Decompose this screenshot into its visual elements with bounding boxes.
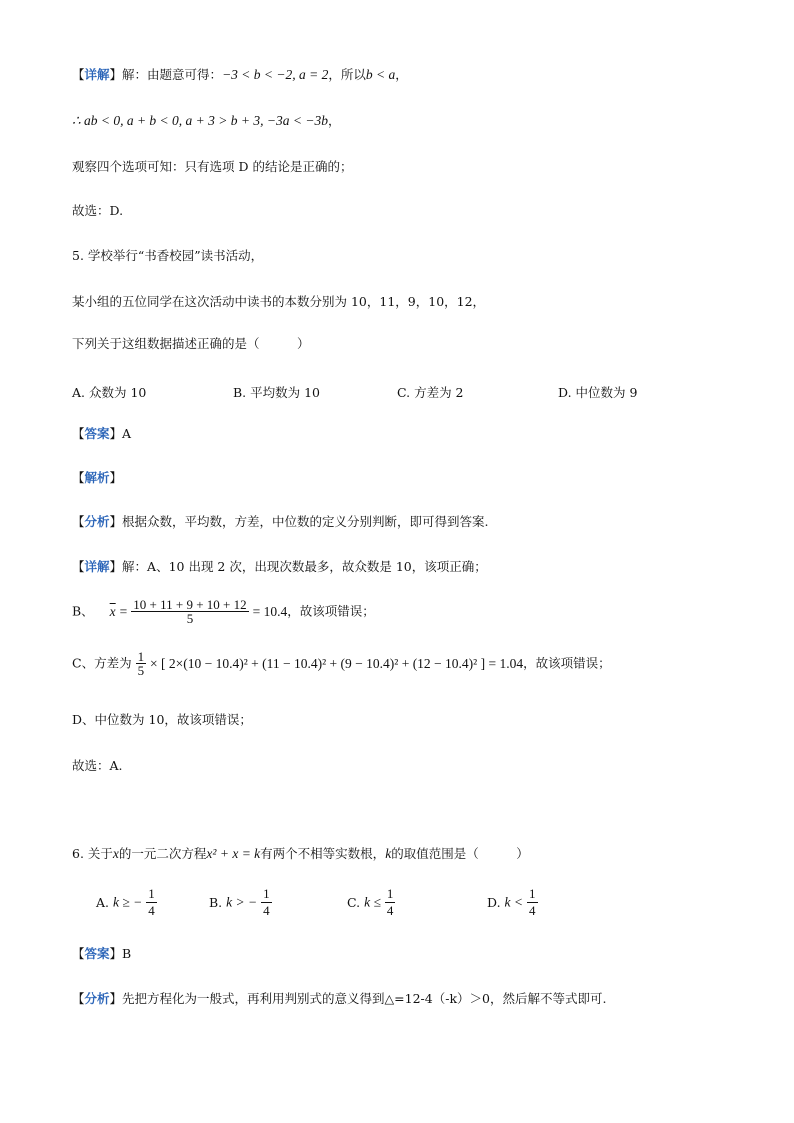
q4-choose-text: 故选：D. bbox=[72, 203, 124, 218]
q5-stem-3: 下列关于这组数据描述正确的是（ ） bbox=[72, 336, 310, 351]
q5-option-b: B. 平均数为 10 bbox=[233, 385, 321, 400]
mean-result: = 10.4 bbox=[252, 603, 288, 619]
detail-tag-2: 【详解】 bbox=[72, 559, 123, 574]
q4-therefore-math: ∴ ab < 0, a + b < 0, a + 3 > b + 3, −3a < −3b bbox=[72, 113, 328, 128]
answer-tag: 【答案】 bbox=[72, 426, 123, 441]
q4-therefore-tail: ， bbox=[327, 113, 341, 128]
q4-detail-line bbox=[72, 68, 408, 82]
q6-option-c-rel: k ≤ bbox=[364, 894, 381, 910]
q6-stem-d: 的取值范围是（ ） bbox=[391, 846, 529, 861]
analysis-tag: 【分析】 bbox=[72, 514, 123, 529]
q6-analysis-text: 先把方程化为一般式，再利用判别式的意义得到△=12-4（-k）＞0，然后解不等式即可. bbox=[122, 991, 607, 1006]
q6-stem bbox=[72, 847, 529, 861]
q5-d-line: D、中位数为 10，故该项错误； bbox=[72, 712, 252, 727]
q6-stem-a: 6. 关于 bbox=[72, 846, 113, 861]
q6-option-a-label: A. bbox=[96, 895, 110, 910]
q6-answer-tag: 【答案】 bbox=[72, 946, 123, 961]
q4-detail-text: 解：由题意可得： bbox=[122, 67, 223, 82]
q5-c-label: C、方差为 bbox=[72, 655, 132, 671]
q6-option-b-label: B. bbox=[209, 895, 223, 910]
q5-detail-a: 解：A、10 出现 2 次，出现次数最多，故众数是 10，该项正确； bbox=[122, 559, 487, 574]
q6-answer-value: B bbox=[122, 946, 132, 961]
jiexi-tag: 【解析】 bbox=[72, 470, 123, 485]
q6-c-num: 1 bbox=[386, 886, 394, 901]
q5-c-tail: ，故该项错误； bbox=[523, 655, 611, 671]
q6-option-b-rel: k > − bbox=[226, 894, 258, 910]
q5-b-line bbox=[72, 598, 375, 625]
variance-frac-den: 5 bbox=[137, 663, 145, 678]
q6-var-k: k bbox=[385, 846, 392, 861]
q5-c-line bbox=[72, 650, 611, 677]
q4-detail-text-b: ，所以 bbox=[328, 67, 366, 82]
q5-jiexi-line bbox=[72, 472, 122, 485]
q6-option-d bbox=[487, 886, 538, 919]
q6-option-d-rel: k < bbox=[504, 894, 524, 910]
q6-option-a bbox=[96, 886, 157, 919]
q5-option-c: C. 方差为 2 bbox=[397, 385, 464, 400]
q6-analysis-tag: 【分析】 bbox=[72, 991, 123, 1006]
q5-b-label: B、 bbox=[72, 603, 94, 619]
q6-c-den: 4 bbox=[386, 903, 394, 918]
q5-detail-line bbox=[72, 561, 487, 574]
mean-symbol: $\overline{x}$ bbox=[109, 603, 116, 619]
q5-stem-1: 5. 学校举行“书香校园”读书活动， bbox=[72, 248, 264, 263]
q6-d-den: 4 bbox=[529, 903, 536, 918]
mean-fraction bbox=[131, 598, 248, 625]
q6-stem-c: 有两个不相等实数根， bbox=[260, 846, 386, 861]
q6-option-a-frac bbox=[146, 886, 157, 919]
q5-option-d: D. 中位数为 9 bbox=[558, 385, 638, 400]
equals-sign: = bbox=[119, 603, 128, 619]
q6-a-num: 1 bbox=[148, 886, 155, 901]
q6-option-d-frac bbox=[527, 886, 538, 919]
q6-analysis-line bbox=[72, 993, 606, 1006]
q5-answer-line bbox=[72, 428, 131, 441]
q6-b-num: 1 bbox=[263, 886, 270, 901]
q6-option-a-rel: k ≥ − bbox=[113, 894, 143, 910]
q6-option-b-frac bbox=[261, 886, 272, 919]
q4-therefore-line bbox=[72, 114, 340, 128]
q6-stem-b: 的一元二次方程 bbox=[118, 846, 207, 861]
variance-expression: × [ 2×(10 − 10.4)² + (11 − 10.4)² + (9 − 10.4)² + (12 − 10.4)² ] = 1.04 bbox=[150, 655, 524, 671]
q6-option-c-label: C. bbox=[347, 895, 361, 910]
q4-detail-text-c: ， bbox=[395, 67, 408, 82]
q4-conclusion-math: b < a bbox=[365, 67, 396, 82]
q6-a-den: 4 bbox=[148, 903, 155, 918]
variance-frac-num: 1 bbox=[137, 649, 145, 664]
q6-option-c-frac bbox=[385, 886, 396, 919]
q6-var-x: x bbox=[112, 846, 119, 861]
q4-condition-math: −3 < b < −2, a = 2 bbox=[222, 67, 329, 82]
q6-option-c bbox=[347, 886, 395, 919]
q5-b-tail: ，故该项错误； bbox=[287, 603, 375, 619]
mean-denominator: 5 bbox=[131, 611, 248, 625]
q6-b-den: 4 bbox=[263, 903, 270, 918]
q4-observe-text: 观察四个选项可知：只有选项 D 的结论是正确的； bbox=[72, 159, 353, 174]
mean-numerator: 10 + 11 + 9 + 10 + 12 bbox=[133, 597, 247, 612]
q6-option-b bbox=[209, 886, 272, 919]
q6-option-d-label: D. bbox=[487, 895, 501, 910]
q5-analysis-line bbox=[72, 516, 489, 529]
variance-fraction bbox=[136, 650, 147, 677]
q5-stem-2: 某小组的五位同学在这次活动中读书的本数分别为 10，11，9，10，12， bbox=[72, 294, 486, 309]
detail-tag: 【详解】 bbox=[72, 67, 123, 82]
q5-option-a: A. 众数为 10 bbox=[72, 385, 147, 400]
q5-choose-text: 故选：A. bbox=[72, 758, 123, 773]
q6-equation: x² + x = k bbox=[206, 846, 261, 861]
q5-answer-value: A bbox=[122, 426, 132, 441]
q6-answer-line bbox=[72, 948, 131, 961]
q5-analysis-text: 根据众数，平均数，方差，中位数的定义分别判断，即可得到答案. bbox=[122, 514, 489, 529]
q6-d-num: 1 bbox=[529, 886, 536, 901]
